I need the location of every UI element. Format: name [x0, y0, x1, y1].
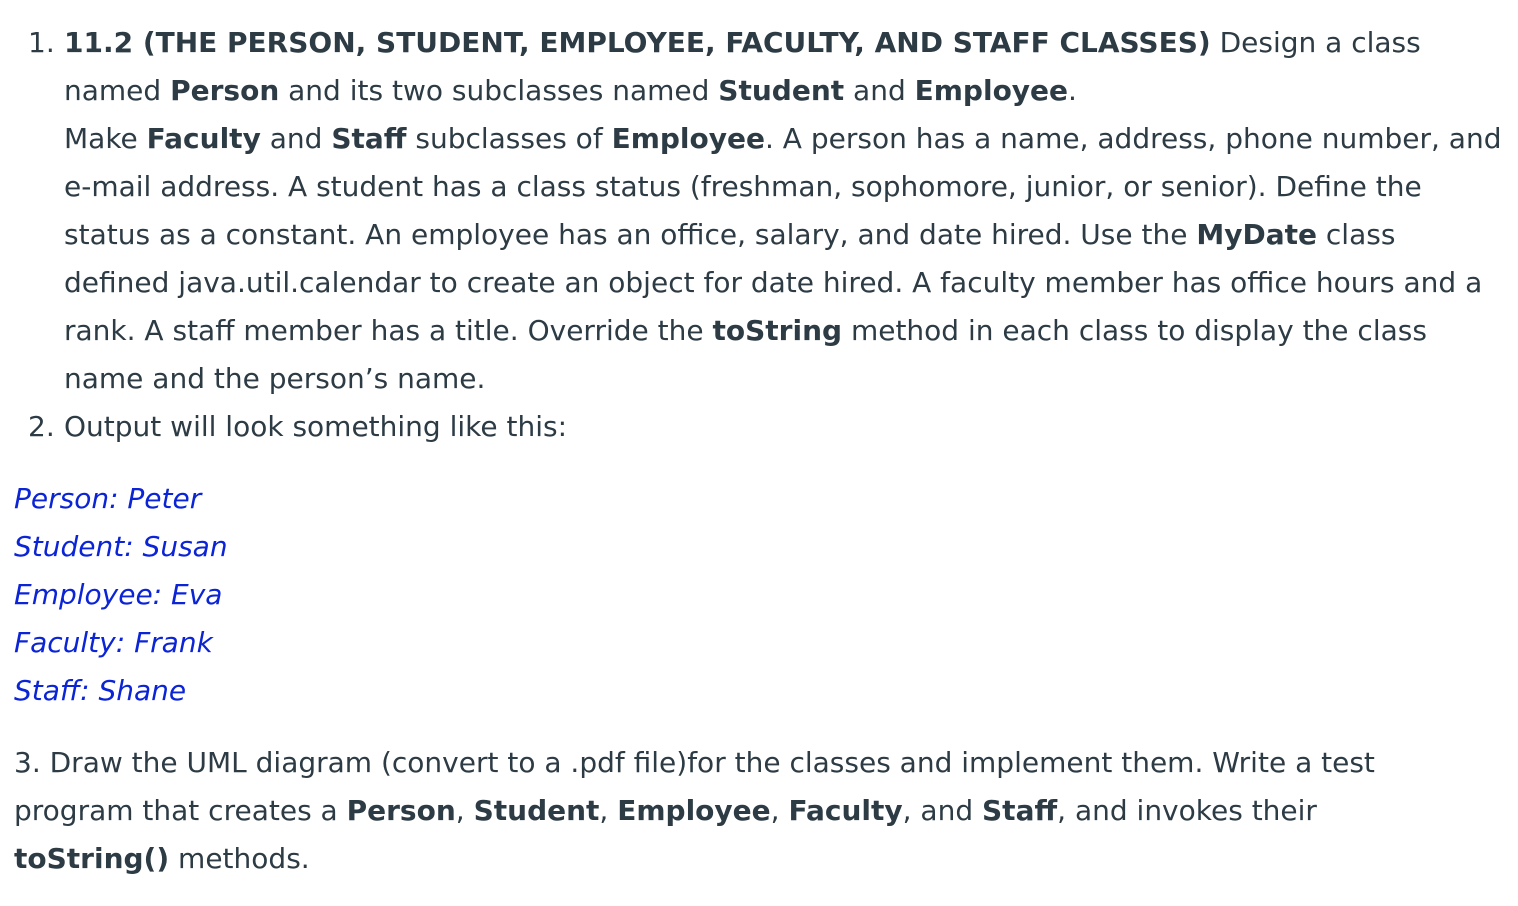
item-3-text: , and invokes their: [1057, 794, 1317, 827]
item-3-text: methods.: [169, 842, 310, 875]
item-3-text: , and: [902, 794, 983, 827]
class-name-staff: Staff: [982, 794, 1058, 827]
class-name-employee: Employee: [914, 74, 1069, 107]
item-1-text: and: [844, 74, 915, 107]
class-name-mydate: MyDate: [1196, 218, 1317, 251]
method-name-tostring: toString(): [14, 842, 170, 875]
exercise-heading: 11.2 (THE PERSON, STUDENT, EMPLOYEE, FACULTY, AND STAFF CLASSES): [64, 26, 1211, 59]
output-line: Person: Peter: [14, 482, 202, 515]
class-name-employee: Employee: [617, 794, 771, 827]
item-3-text: ,: [770, 794, 789, 827]
item-1-text: method in each class to display the class name and the person’s name.: [64, 314, 1427, 395]
instruction-item-1: [28, 19, 1504, 403]
item-1-text: class defined java.util.calendar to create an object for date hired. A faculty member has office hours and a rank. A staff member has a title. Override the: [64, 218, 1483, 347]
class-name-person: Person: [170, 74, 280, 107]
item-1-text: .: [1068, 74, 1077, 107]
item-1-text: subclasses of: [406, 122, 612, 155]
class-name-employee: Employee: [611, 122, 765, 155]
item-1-text: and its two subclasses named: [279, 74, 719, 107]
class-name-staff: Staff: [331, 122, 407, 155]
output-line: Employee: Eva: [14, 578, 223, 611]
class-name-person: Person: [346, 794, 456, 827]
method-name-tostring: toString: [712, 314, 843, 347]
item-2-text: Output will look something like this:: [64, 410, 568, 443]
item-1-text: and: [260, 122, 332, 155]
class-name-student: Student: [473, 794, 600, 827]
item-3-text: 3. Draw the UML diagram (convert to a .pdf file)for the classes and implement them. Write a test program that creates a: [14, 746, 1375, 827]
output-line: Staff: Shane: [14, 674, 187, 707]
item-1-text: . A person has a name, address, phone number, and e-mail address. A student has a class status (freshman, sophomore, junior, or senior). Define the status as a constant. An employee has an office, salary, and date hired. Use the: [64, 122, 1502, 251]
item-1-text: Make: [64, 122, 147, 155]
item-3-text: ,: [455, 794, 474, 827]
item-3-text: ,: [599, 794, 618, 827]
instruction-item-2: [28, 403, 1504, 451]
item-1-text: Design a class named: [64, 26, 1421, 107]
instruction-item-3: [14, 739, 1434, 883]
class-name-faculty: Faculty: [788, 794, 903, 827]
item-2-number: 2.: [28, 410, 55, 443]
output-line: Faculty: Frank: [14, 626, 213, 659]
class-name-student: Student: [718, 74, 845, 107]
output-line: Student: Susan: [14, 530, 228, 563]
item-1-number: 1.: [28, 26, 55, 59]
class-name-faculty: Faculty: [146, 122, 261, 155]
sample-output: [14, 475, 228, 715]
